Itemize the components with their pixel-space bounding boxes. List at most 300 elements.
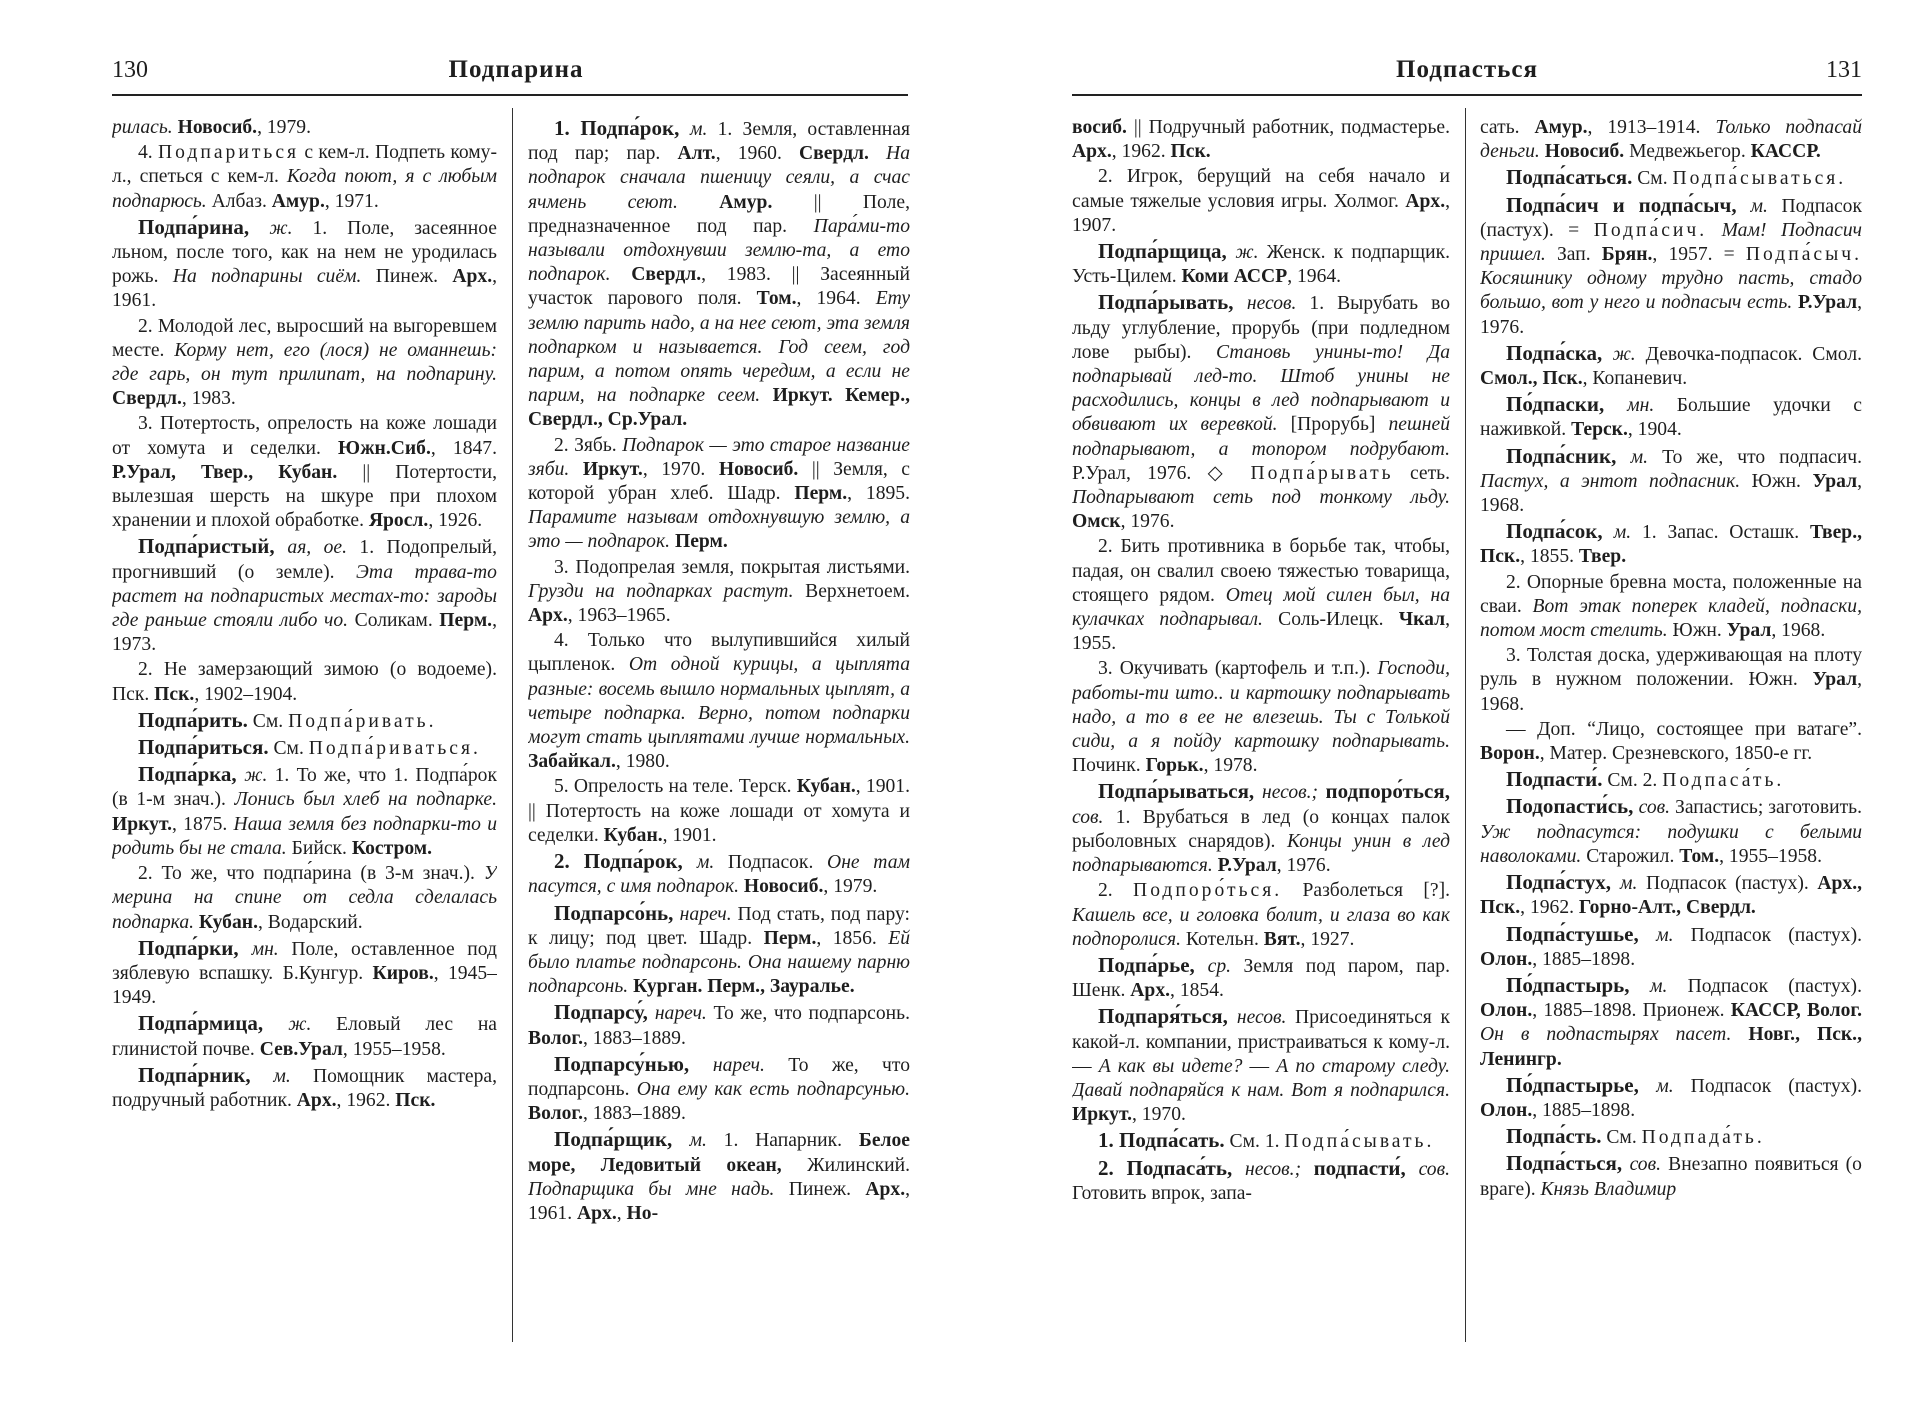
headword: Подпа́рщица,	[1098, 239, 1236, 264]
region-source: Твер., Пск.	[1480, 522, 1862, 568]
definition-text: 2. То же, что подпа́рина (в 3-м знач.).	[138, 863, 484, 885]
definition-text: , 1964.	[796, 288, 876, 310]
definition-text: Помощник мастера, подручный работник.	[112, 1065, 497, 1111]
definition-text: 3. Потертость, опрелость на коже лошади от хомута и седелки.	[112, 413, 497, 459]
grammar-label: м.	[1656, 924, 1674, 946]
headword: Подпа́рина,	[138, 214, 270, 239]
example-quote: Наша земля без подпарки-то и родить бы не стала.	[112, 813, 497, 859]
header-rule	[112, 94, 908, 96]
spaced-reference: Подпа́риваться.	[308, 738, 481, 760]
definition-text: , 1983.	[181, 388, 236, 410]
definition-text: 2. Зябь.	[554, 434, 623, 456]
definition-text: , 1957. =	[1652, 244, 1746, 266]
spaced-reference: Подпада́ть.	[1641, 1127, 1765, 1149]
definition-text: Подпасок (пастух).	[1667, 975, 1862, 997]
headword: Подпа́ска,	[1506, 340, 1613, 365]
region-source: Твер.	[1578, 546, 1627, 568]
definition-text: Девочка-подпасок. Смол.	[1635, 343, 1862, 365]
definition-text: , 1895.	[847, 483, 910, 505]
region-source: Арх.	[865, 1178, 906, 1200]
dictionary-entry	[1480, 794, 1862, 869]
definition-text: 1. Врубаться в лед (о концах палок рыболовных снарядов).	[1072, 806, 1450, 852]
definition-text: Подпасок.	[714, 852, 828, 874]
definition-text: Соль-Илецк.	[1262, 609, 1399, 631]
definition-text: Подпасок (пастух).	[1637, 873, 1818, 895]
definition-text: 3. Подопрелая земля, покрытая листьями.	[554, 556, 910, 578]
region-source: Арх., Пск.	[1480, 873, 1862, 919]
dictionary-entry	[1072, 535, 1450, 656]
definition-text: Земля под паром, пар. Шенк.	[1072, 955, 1450, 1002]
grammar-label: нареч.	[679, 903, 732, 925]
definition-text: Под стать, под пару: к лицу; под цвет. Шадр.	[528, 903, 910, 949]
definition-text: Починк.	[1072, 755, 1146, 777]
definition-text: , 1962.	[1111, 141, 1171, 163]
dictionary-entry	[1480, 1073, 1862, 1123]
definition-text: , 1963–1965.	[567, 605, 671, 627]
dictionary-entry	[1480, 922, 1862, 972]
headword: Подпа́рка,	[138, 762, 245, 787]
region-source: Арх.	[1405, 190, 1446, 212]
region-source: Урал	[1812, 669, 1858, 691]
definition-text	[760, 385, 772, 406]
definition-text: , 1976.	[1480, 292, 1862, 338]
dictionary-entry	[112, 762, 497, 861]
definition-text: 2. Бить противника в борьбе так, чтобы, падая, он свалил своею тяжестью товарища, стоящего рядом.	[1072, 536, 1450, 606]
spaced-reference: Подпа́сывать.	[1284, 1131, 1435, 1153]
region-source: Олон.	[1480, 1099, 1533, 1121]
region-source: Олон.	[1480, 948, 1533, 970]
region-source: Иркут.	[112, 813, 172, 835]
example-quote: Концы унин в лед подпарываются.	[1072, 830, 1450, 877]
example-quote: От одной курицы, а цыплята разные: восемь вышло нормальных цыплят, а четыре подпарка. Верно, потом подпарки могут стать цыплятами лучше нормальных.	[528, 654, 910, 749]
example-quote: Грузди на подпарках растут.	[528, 580, 794, 602]
definition-text: Большие удочки с наживкой.	[1480, 395, 1862, 441]
definition-text: Женск. к подпарщик. Усть-Цилем.	[1072, 242, 1450, 288]
region-source: Р.Урал	[1217, 855, 1277, 877]
region-source: Смол., Пск.	[1480, 368, 1583, 390]
headword: 2. Подпа́рок,	[554, 849, 697, 874]
definition-text: 4.	[138, 142, 159, 164]
example-quote: У мерина на спине от седла сделалась подпарка.	[112, 863, 497, 933]
grammar-label: м.	[696, 852, 715, 874]
example-quote: А как вы идете?	[1098, 1055, 1243, 1077]
example-quote: Эта трава-то растет на подпаристых местах-то: зароды где раньше стояли либо чо.	[112, 561, 497, 632]
definition-text: || Потертости, вылезшая шерсть на шкуре при плохом хранении и плохой обработке.	[112, 461, 497, 532]
region-source: Яросл.	[368, 510, 429, 532]
page-number: 130	[112, 57, 148, 83]
grammar-label: м.	[1613, 522, 1632, 544]
grammar-label: несов.;	[1261, 782, 1319, 804]
example-quote: Подпарывают сеть под тонкому льду.	[1072, 487, 1450, 509]
definition-text: , 1964.	[1287, 266, 1342, 288]
dictionary-entry	[112, 116, 497, 140]
header-rule	[1072, 94, 1862, 96]
region-source: Коми АССР	[1181, 266, 1288, 288]
column-right-1	[1072, 116, 1450, 1396]
definition-text: , 1885–1898.	[1532, 948, 1636, 970]
definition-text: 3. Толстая доска, удерживающая на плоту руль в нужном положении. Южн.	[1480, 645, 1862, 691]
definition-text: Поле, оставленное под зяблевую вспашку. Б.Кунгур.	[112, 938, 497, 984]
dictionary-entry	[1480, 870, 1862, 920]
definition-text: См.	[268, 738, 309, 760]
grammar-label: м.	[1750, 195, 1768, 217]
headword: Подпа́саться.	[1506, 165, 1633, 190]
headword: Подпа́рье,	[1098, 952, 1208, 977]
dictionary-entry	[528, 1000, 910, 1050]
running-head: Подпарина	[448, 56, 584, 83]
definition-text: 1. Запас. Осташк.	[1631, 522, 1810, 544]
dictionary-entry	[1480, 193, 1862, 340]
region-source: Том.	[1679, 845, 1720, 867]
region-source: Забайкал.	[528, 751, 616, 773]
column-divider	[1465, 108, 1466, 1342]
headword: Подпа́риться.	[138, 735, 269, 760]
dictionary-entry	[1480, 165, 1862, 191]
grammar-label: нареч.	[712, 1054, 765, 1076]
headword: Подпа́сть.	[1506, 1124, 1602, 1149]
definition-text: , 1883–1889.	[582, 1027, 686, 1049]
definition-text: 2. Не замерзающий зимою (о водоеме). Пск.	[112, 659, 497, 705]
region-source: Пск.	[154, 683, 195, 705]
region-source: Терск.	[1571, 419, 1628, 441]
definition-text: , 1885–1898. Прионеж.	[1532, 1000, 1731, 1022]
headword: По́дпаски,	[1506, 392, 1628, 417]
definition-text: То же, что подпарсонь.	[706, 1003, 910, 1025]
grammar-label: несов.;	[1245, 1158, 1302, 1180]
headword: Подпарсо́нь,	[554, 900, 680, 925]
grammar-label: сов.	[1072, 806, 1104, 828]
definition-text: , 1854.	[1170, 980, 1224, 1002]
region-source: Новосиб.	[177, 117, 258, 138]
region-source: Алт.	[677, 143, 716, 165]
definition-text: См. 2.	[1602, 770, 1663, 792]
region-source: Новг., Пск., Ленингр.	[1480, 1024, 1862, 1070]
region-source: Ворон.	[1480, 743, 1540, 765]
grammar-label: м.	[273, 1065, 291, 1087]
region-source: Новосиб.	[1544, 141, 1625, 163]
headword: Подопасти́сь,	[1506, 794, 1639, 819]
dictionary-entry	[112, 141, 497, 214]
definition-text: Котельн.	[1181, 928, 1264, 950]
region-source: Сев.Урал	[259, 1038, 343, 1060]
grammar-label: ж.	[1235, 242, 1259, 264]
region-source: Киров.	[372, 962, 434, 984]
region-source: Перм.	[763, 927, 817, 949]
dictionary-entry	[1480, 116, 1862, 164]
grammar-label: м.	[1650, 975, 1668, 997]
spaced-reference: Подпа́ривать.	[288, 710, 437, 732]
example-quote: Пара́ми-то называли отдохнувши землю-та, а ето подпарок.	[528, 215, 910, 286]
definition-text: , 1847.	[430, 437, 497, 459]
headword: Подпа́рки,	[138, 935, 252, 960]
dictionary-entry	[528, 116, 910, 433]
definition-text: || Земля, с которой убран хлеб. Шадр.	[528, 458, 910, 505]
dictionary-entry	[528, 775, 910, 848]
headword: Подпаря́ться,	[1098, 1004, 1237, 1029]
definition-text	[1707, 220, 1721, 241]
definition-text: 5. Опрелость на теле. Терск.	[554, 776, 797, 798]
dictionary-entry	[112, 215, 497, 314]
definition-text: , 1962.	[1520, 897, 1579, 919]
definition-text: || Поле, предназначенное под пар.	[528, 191, 910, 237]
dictionary-entry	[1480, 341, 1862, 391]
definition-text: с кем-л. Подпеть кому-л., спеться с кем-л.	[112, 142, 497, 188]
headword: Подпарсу́,	[554, 1000, 655, 1025]
definition-text: 1. Земля, оставленная под пар; пар.	[528, 119, 910, 165]
region-source: Курган. Перм., Зауралье.	[633, 976, 855, 998]
definition-text: 3. Окучивать (картофель и т.п.).	[1098, 658, 1378, 680]
left-header	[112, 50, 920, 94]
definition-text	[869, 143, 886, 164]
definition-text: , 1970.	[1132, 1104, 1186, 1126]
region-source: Амур.	[271, 190, 325, 212]
region-source: Арх.	[452, 266, 493, 288]
definition-text: Запастись; заготовить.	[1670, 797, 1862, 819]
definition-text: ,	[616, 1202, 627, 1224]
definition-text: 1. Напарник.	[706, 1130, 859, 1152]
dictionary-entry	[1480, 444, 1862, 519]
definition-text: , 1976.	[1120, 511, 1175, 533]
grammar-label: ая, ое.	[287, 537, 348, 559]
definition-text: , Копаневич.	[1582, 368, 1688, 390]
region-source: Арх.	[528, 605, 568, 627]
grammar-label: ж.	[269, 217, 293, 239]
region-source: Перм.	[794, 483, 848, 505]
definition-text: , 1913–1914.	[1587, 117, 1716, 138]
grammar-label: ж.	[244, 765, 268, 787]
example-quote: На подпарок сначала пшеницу сеяли, а счас ячмень сеют.	[528, 143, 910, 213]
definition-text: Верхнетоем.	[793, 580, 910, 602]
dictionary-entry	[112, 412, 497, 533]
dictionary-entry	[528, 849, 910, 899]
example-quote: Корму нет, его (лося) не оманнешь: где гарь, он тут прилипат, на подпарину.	[112, 339, 497, 386]
headword: Подпа́рмица,	[138, 1011, 289, 1036]
headword: Подпа́рщик,	[554, 1127, 690, 1152]
example-quote: пешней подпарывают, а топором подрубают.	[1072, 414, 1450, 460]
page-number: 131	[1826, 57, 1862, 83]
example-quote: Господи, работы-ти што.. и картошку подпарывать надо, а то в ее не влезешь. Ты с Толькой сиди, а я пойду картошку подпарывать.	[1072, 658, 1450, 753]
spaced-reference: Подпа́сич.	[1593, 219, 1708, 241]
example-quote: Отец мой силен был, на кулачках подпарывал.	[1072, 584, 1450, 631]
definition-text: 4. Только что вылупившийся хилый цыпленок.	[528, 630, 910, 676]
definition-text: То же, что подпасич.	[1648, 446, 1862, 468]
definition-text: , 1978.	[1203, 755, 1258, 777]
definition-text: То же, что подпарсонь.	[528, 1054, 910, 1100]
region-source: Свердл.	[799, 143, 869, 165]
dictionary-entry	[1072, 1004, 1450, 1127]
dictionary-entry	[528, 556, 910, 629]
region-source: Чкал	[1398, 609, 1446, 631]
definition-text: , 1875.	[172, 813, 234, 835]
definition-text: , 1971.	[324, 190, 379, 212]
definition-text: , 1885–1898.	[1532, 1099, 1636, 1121]
definition-text: , 1955.	[1072, 609, 1450, 655]
dictionary-entry	[1072, 953, 1450, 1003]
definition-text: , 1961.	[528, 1178, 910, 1224]
definition-text: —	[1242, 1055, 1277, 1077]
definition-text: Медвежьегор.	[1624, 141, 1751, 163]
definition-text: См. 1.	[1224, 1131, 1285, 1153]
example-quote: Он в подпастырях пасет.	[1480, 1024, 1732, 1046]
dictionary-entry	[1480, 644, 1862, 717]
example-quote: Лонись был хлеб на подпарке.	[234, 789, 497, 811]
region-source: Омск	[1072, 511, 1121, 533]
region-source: Свердл.	[631, 264, 702, 286]
region-source: Иркут.	[582, 458, 643, 480]
region-source: восиб.	[1072, 117, 1127, 138]
dictionary-entry	[112, 1063, 497, 1113]
grammar-label: нареч.	[654, 1003, 707, 1025]
headword: подпоро́ться,	[1325, 779, 1450, 804]
grammar-label: несов.	[1236, 1007, 1287, 1029]
region-source: Пск.	[395, 1089, 436, 1111]
spaced-reference: Подпариться	[158, 142, 300, 164]
dictionary-entry	[1480, 1124, 1862, 1150]
region-source: Кубан.	[603, 824, 663, 846]
example-quote: Кашель все, и головка болит, и глаза во как подпоролися.	[1072, 904, 1450, 950]
definition-text: Бийск.	[286, 837, 352, 859]
dictionary-entry	[112, 315, 497, 412]
dictionary-entry	[112, 658, 497, 706]
right-header	[1072, 50, 1862, 94]
region-source: Волог.	[528, 1027, 583, 1049]
definition-text	[569, 459, 583, 480]
definition-text: 2.	[1098, 880, 1134, 902]
dictionary-entry	[1480, 1151, 1862, 1201]
grammar-label: ср.	[1207, 955, 1232, 977]
right-page	[962, 0, 1924, 1426]
dictionary-entry	[528, 1052, 910, 1127]
definition-text: , 1955–1958.	[1719, 845, 1822, 867]
dictionary-entry	[112, 936, 497, 1011]
example-quote: Князь Владимир	[1540, 1178, 1677, 1200]
definition-text: Албаз.	[206, 190, 272, 212]
column-left-2	[528, 116, 910, 1396]
grammar-label: м.	[1619, 873, 1638, 895]
region-source: Амур.	[719, 191, 773, 213]
grammar-label: мн.	[1627, 395, 1655, 417]
definition-text: Еловый лес на глинистой почве.	[112, 1014, 497, 1060]
definition-text: Жилинский.	[781, 1154, 910, 1176]
example-quote: Уж подпасутся: подушки с белыми наволоками.	[1480, 821, 1862, 867]
definition-text: Соликам.	[348, 610, 440, 632]
region-source: Новосиб.	[718, 458, 799, 480]
example-quote: На подпарины сиём.	[172, 266, 362, 288]
definition-text: Пинеж.	[361, 266, 453, 288]
region-source: Брян.	[1601, 244, 1653, 266]
definition-text: См.	[1632, 168, 1673, 190]
definition-text: , Матер. Срезневского, 1850-е гг.	[1539, 743, 1813, 765]
example-quote: Пастух, а энтот подпасник.	[1480, 470, 1741, 492]
definition-text: , 1901. || Потертость на коже лошади от хомута и седелки.	[528, 776, 910, 846]
definition-text: См.	[247, 710, 289, 732]
region-source: Арх.	[1130, 980, 1171, 1002]
dictionary-entry	[1072, 779, 1450, 878]
headword: Подпа́стух,	[1506, 870, 1620, 895]
region-source: Р.Урал, Твер., Кубан.	[112, 461, 338, 483]
spaced-reference: Подпа́сываться.	[1672, 168, 1847, 190]
dictionary-entry	[1480, 519, 1862, 569]
definition-text: , 1983. || Засеянный участок парового поля.	[528, 264, 910, 310]
grammar-label: сов.	[1418, 1158, 1450, 1180]
definition-text: Пинеж.	[774, 1178, 866, 1200]
column-divider	[512, 108, 513, 1342]
headword: Подпасти́.	[1506, 767, 1603, 792]
grammar-label: м.	[1656, 1075, 1674, 1097]
definition-text: 2. Игрок, берущий на себя начало и самые тяжелые условия игры. Холмог.	[1072, 166, 1450, 212]
region-source: Свердл.	[112, 388, 182, 410]
headword: 2. Подпаса́ть,	[1098, 1155, 1246, 1180]
definition-text: , 1968.	[1480, 470, 1862, 517]
example-quote: Только подпасай деньги.	[1480, 117, 1862, 163]
region-source: КАССР, Волог.	[1730, 1000, 1862, 1022]
headword: Подпа́рывать,	[1098, 290, 1247, 315]
dictionary-entry	[112, 1011, 497, 1061]
definition-text: , 1960.	[715, 143, 799, 165]
region-source: Перм.	[439, 610, 493, 632]
dictionary-entry	[112, 708, 497, 734]
column-left-1	[112, 116, 497, 1396]
definition-text: , 1883–1889.	[582, 1103, 686, 1125]
definition-text: 1. Поле, засеянное льном, после того, как на нем не уродилась рожь.	[112, 217, 497, 288]
definition-text	[1318, 782, 1325, 803]
dictionary-entry	[1480, 973, 1862, 1072]
region-source: Урал	[1812, 470, 1858, 492]
dictionary-entry	[1072, 290, 1450, 534]
definition-text: , 1961.	[112, 266, 497, 312]
definition-text: сеть.	[1393, 462, 1450, 484]
headword: Подпа́рник,	[138, 1062, 274, 1087]
definition-text: 2. Молодой лес, выросший на выгоревшем месте.	[112, 315, 497, 361]
headword: Подпа́сник,	[1506, 443, 1631, 468]
region-source: Олон.	[1480, 1000, 1533, 1022]
region-source: КАССР.	[1750, 141, 1821, 163]
definition-text	[1301, 1159, 1313, 1180]
grammar-label: ж.	[288, 1014, 312, 1036]
dictionary-entry	[528, 901, 910, 1000]
spaced-reference: Подпа́сыч.	[1745, 244, 1862, 266]
region-source: Иркут.	[1072, 1104, 1132, 1126]
definition-text: 2. Опорные бревна моста, положенные на сваи.	[1480, 571, 1862, 617]
definition-text: , 1979.	[257, 117, 311, 138]
definition-text: , 1976.	[1276, 855, 1331, 877]
definition-text	[678, 192, 719, 213]
example-quote: Становь унины-то! Да подпарывай лед-то. Штоб унины не расходились, концы в лед подпарывают и обвивают их веревкой.	[1072, 341, 1450, 436]
region-source: Амур.	[1534, 117, 1588, 138]
definition-text: , 1902–1904.	[194, 683, 298, 705]
definition-text: , 1973.	[112, 610, 497, 656]
definition-text: || Подручный работник, подмастерье.	[1126, 117, 1450, 138]
region-source: Но-	[626, 1202, 659, 1224]
definition-text: 1. Подопрелый, прогнивший (о земле).	[112, 537, 497, 583]
dictionary-entry	[1072, 239, 1450, 289]
example-quote: Ету землю парить надо, а на нее сеют, эта земля подпарком и называется. Год сеем, год парим, а потом опять чередим, а если не парим, на подпарке сеем.	[528, 288, 910, 407]
headword: Подпа́стьcя,	[1506, 1151, 1630, 1176]
dictionary-entry	[1480, 767, 1862, 793]
example-quote: рилась.	[112, 117, 178, 138]
definition-text: , 1927.	[1300, 928, 1355, 950]
dictionary-entry	[112, 862, 497, 935]
definition-text: — Доп. “Лицо, состоящее при ватаге”.	[1506, 718, 1862, 740]
definition-text: Старожил.	[1581, 845, 1680, 867]
example-quote: Она ему как есть подпарсунью.	[636, 1078, 910, 1100]
running-head: Подпасться	[1396, 56, 1538, 83]
definition-text: сать.	[1480, 117, 1535, 138]
region-source: Р.Урал	[1798, 292, 1858, 314]
dictionary-entry	[112, 534, 497, 657]
dictionary-entry	[1480, 392, 1862, 442]
definition-text: Подпасок (пастух).	[1673, 924, 1862, 946]
